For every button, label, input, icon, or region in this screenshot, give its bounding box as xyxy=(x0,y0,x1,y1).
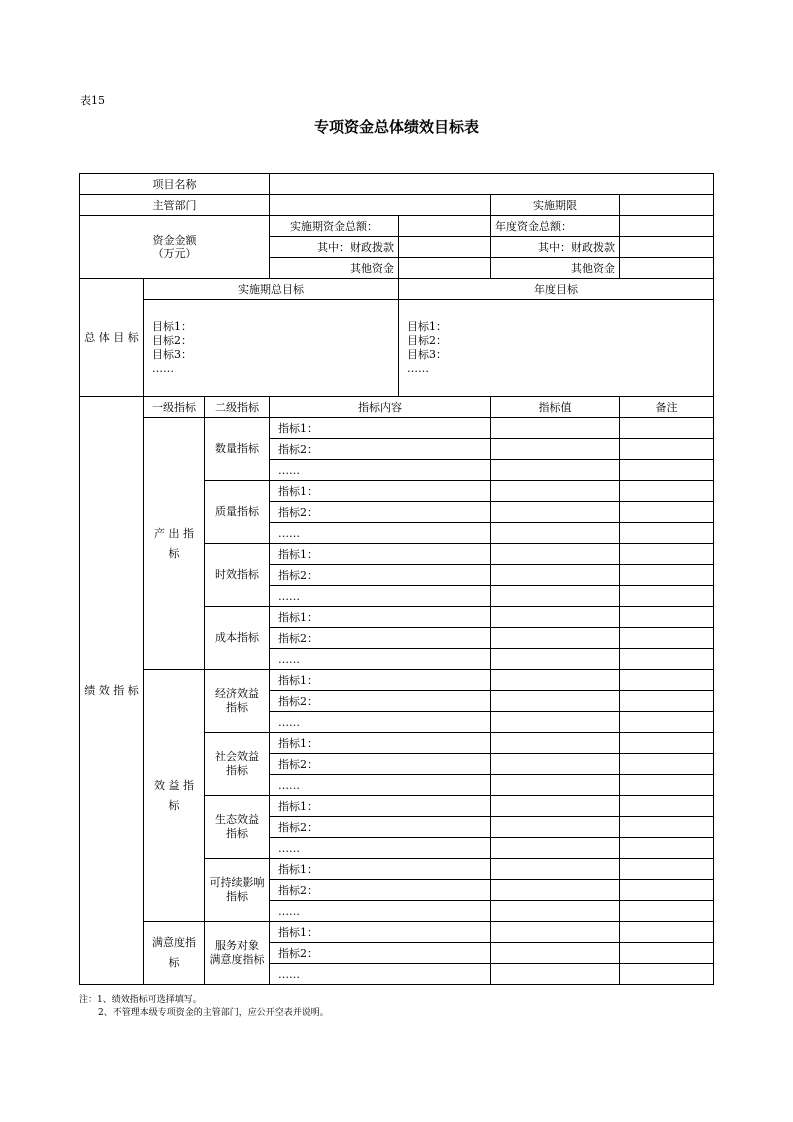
performance-label: 绩 效 指 标 xyxy=(80,397,144,985)
year-total-value[interactable] xyxy=(620,216,714,237)
indicator-value[interactable] xyxy=(491,712,620,733)
year-other-label: 其他资金 xyxy=(491,258,620,279)
indicator-content[interactable]: …… xyxy=(270,586,491,607)
indicator-value[interactable] xyxy=(491,691,620,712)
indicator-content[interactable]: …… xyxy=(270,649,491,670)
table-row xyxy=(80,670,714,691)
year-goal-1: 目标1： xyxy=(407,320,448,333)
col-value: 指标值 xyxy=(491,397,620,418)
indicator-note[interactable] xyxy=(620,964,714,985)
indicator-value[interactable] xyxy=(491,859,620,880)
project-name-value[interactable] xyxy=(270,174,714,195)
indicator-value[interactable] xyxy=(491,922,620,943)
year-goal-header: 年度目标 xyxy=(399,279,714,300)
period-goal-more: …… xyxy=(152,362,174,375)
indicator-value[interactable] xyxy=(491,733,620,754)
indicator-content[interactable]: 指标1： xyxy=(270,544,491,565)
indicator-content[interactable]: …… xyxy=(270,901,491,922)
level2-indicator: 可持续影响 指标 xyxy=(205,859,270,922)
indicator-value[interactable] xyxy=(491,901,620,922)
row-goal-body xyxy=(80,300,714,397)
indicator-note[interactable] xyxy=(620,943,714,964)
year-other-value[interactable] xyxy=(620,258,714,279)
indicator-note[interactable] xyxy=(620,628,714,649)
period-total-value[interactable] xyxy=(399,216,491,237)
indicator-content[interactable]: 指标2： xyxy=(270,439,491,460)
indicator-content[interactable]: …… xyxy=(270,838,491,859)
year-total-label: 年度资金总额： xyxy=(491,216,620,237)
indicator-content[interactable]: 指标1： xyxy=(270,733,491,754)
indicator-note[interactable] xyxy=(620,859,714,880)
indicator-content[interactable]: 指标2： xyxy=(270,754,491,775)
row-fund-1 xyxy=(80,216,714,237)
indicator-value[interactable] xyxy=(491,670,620,691)
indicator-content[interactable]: 指标1： xyxy=(270,670,491,691)
indicator-note[interactable] xyxy=(620,775,714,796)
period-label: 实施期限 xyxy=(491,195,620,216)
indicator-value[interactable] xyxy=(491,523,620,544)
indicator-value[interactable] xyxy=(491,754,620,775)
col-note: 备注 xyxy=(620,397,714,418)
indicator-value[interactable] xyxy=(491,649,620,670)
indicator-content[interactable]: …… xyxy=(270,964,491,985)
col-level1: 一级指标 xyxy=(144,397,205,418)
year-goal-cell[interactable] xyxy=(399,300,714,397)
indicator-note[interactable] xyxy=(620,817,714,838)
indicator-note[interactable] xyxy=(620,439,714,460)
period-goal-1: 目标1： xyxy=(152,320,192,333)
level1-indicator: 效 益 指 标 xyxy=(144,670,205,922)
year-fiscal-label: 其中：财政拨款 xyxy=(491,237,620,258)
row-goal-header xyxy=(80,279,714,300)
indicator-note[interactable] xyxy=(620,481,714,502)
performance-target-table xyxy=(79,173,714,985)
indicator-note[interactable] xyxy=(620,670,714,691)
level2-indicator: 数量指标 xyxy=(205,418,270,481)
year-goal-2: 目标2： xyxy=(407,334,448,347)
fund-amount-label xyxy=(80,216,270,279)
indicator-content[interactable]: 指标2： xyxy=(270,565,491,586)
indicator-value[interactable] xyxy=(491,796,620,817)
period-goal-cell[interactable] xyxy=(144,300,399,397)
note-1: 注：1、绩效指标可选择填写。 xyxy=(79,995,202,1005)
indicator-value[interactable] xyxy=(491,628,620,649)
indicator-value[interactable] xyxy=(491,586,620,607)
period-value[interactable] xyxy=(620,195,714,216)
indicator-content[interactable]: 指标1： xyxy=(270,922,491,943)
indicator-content[interactable]: …… xyxy=(270,460,491,481)
indicator-note[interactable] xyxy=(620,586,714,607)
indicator-value[interactable] xyxy=(491,880,620,901)
table-number: 表15 xyxy=(80,94,105,107)
col-level2: 二级指标 xyxy=(205,397,270,418)
period-other-label: 其他资金 xyxy=(270,258,399,279)
indicator-note[interactable] xyxy=(620,607,714,628)
indicator-note[interactable] xyxy=(620,418,714,439)
indicator-note[interactable] xyxy=(620,649,714,670)
indicator-note[interactable] xyxy=(620,523,714,544)
level2-indicator: 质量指标 xyxy=(205,481,270,544)
note-2: 2、不管理本级专项资金的主管部门，应公开空表并说明。 xyxy=(98,1008,329,1018)
indicator-note[interactable] xyxy=(620,922,714,943)
indicator-content[interactable]: …… xyxy=(270,523,491,544)
indicator-value[interactable] xyxy=(491,460,620,481)
indicator-note[interactable] xyxy=(620,733,714,754)
row-dept xyxy=(80,195,714,216)
project-name-label: 项目名称 xyxy=(80,174,270,195)
dept-label: 主管部门 xyxy=(80,195,270,216)
indicator-content[interactable]: 指标1： xyxy=(270,481,491,502)
year-fiscal-value[interactable] xyxy=(620,237,714,258)
indicator-note[interactable] xyxy=(620,838,714,859)
row-project-name xyxy=(80,174,714,195)
indicator-content[interactable]: 指标1： xyxy=(270,607,491,628)
level2-indicator: 生态效益 指标 xyxy=(205,796,270,859)
fund-amount-text: 资金金额 xyxy=(152,234,197,247)
indicator-value[interactable] xyxy=(491,565,620,586)
indicator-note[interactable] xyxy=(620,502,714,523)
indicator-content[interactable]: 指标1： xyxy=(270,418,491,439)
level2-indicator: 经济效益 指标 xyxy=(205,670,270,733)
indicator-content[interactable]: 指标2： xyxy=(270,817,491,838)
indicator-value[interactable] xyxy=(491,502,620,523)
indicator-content[interactable]: 指标2： xyxy=(270,502,491,523)
period-fiscal-label: 其中：财政拨款 xyxy=(270,237,399,258)
indicator-note[interactable] xyxy=(620,544,714,565)
indicator-value[interactable] xyxy=(491,775,620,796)
period-goal-3: 目标3： xyxy=(152,348,192,361)
indicator-value[interactable] xyxy=(491,481,620,502)
indicator-value[interactable] xyxy=(491,544,620,565)
period-fiscal-value[interactable] xyxy=(399,237,491,258)
indicator-content[interactable]: 指标1： xyxy=(270,796,491,817)
indicator-content[interactable]: 指标2： xyxy=(270,880,491,901)
indicator-value[interactable] xyxy=(491,439,620,460)
indicator-value[interactable] xyxy=(491,418,620,439)
indicator-content[interactable]: 指标2： xyxy=(270,943,491,964)
indicator-content[interactable]: 指标2： xyxy=(270,691,491,712)
indicator-note[interactable] xyxy=(620,712,714,733)
indicator-value[interactable] xyxy=(491,817,620,838)
indicator-note[interactable] xyxy=(620,880,714,901)
indicator-value[interactable] xyxy=(491,838,620,859)
period-total-label: 实施期资金总额： xyxy=(270,216,399,237)
period-goal-header: 实施期总目标 xyxy=(144,279,399,300)
indicator-note[interactable] xyxy=(620,565,714,586)
indicator-note[interactable] xyxy=(620,691,714,712)
indicator-value[interactable] xyxy=(491,943,620,964)
year-goal-more: …… xyxy=(407,362,430,375)
indicator-note[interactable] xyxy=(620,754,714,775)
indicator-note[interactable] xyxy=(620,796,714,817)
overall-goal-label: 总 体 目 标 xyxy=(80,279,144,397)
table-row xyxy=(80,418,714,439)
year-goal-3: 目标3： xyxy=(407,348,448,361)
indicator-note[interactable] xyxy=(620,460,714,481)
period-goal-2: 目标2： xyxy=(152,334,192,347)
fund-unit-text: （万元） xyxy=(152,247,197,260)
dept-value[interactable] xyxy=(270,195,491,216)
indicator-content[interactable]: 指标1： xyxy=(270,859,491,880)
notes xyxy=(79,994,329,1020)
page-title: 专项资金总体绩效目标表 xyxy=(313,118,479,136)
indicator-value[interactable] xyxy=(491,964,620,985)
level1-indicator: 产 出 指 标 xyxy=(144,418,205,670)
indicator-content[interactable]: 指标2： xyxy=(270,628,491,649)
level2-indicator: 时效指标 xyxy=(205,544,270,607)
level2-indicator: 服务对象 满意度指标 xyxy=(205,922,270,985)
period-other-value[interactable] xyxy=(399,258,491,279)
level2-indicator: 成本指标 xyxy=(205,607,270,670)
row-perf-header xyxy=(80,397,714,418)
table-row xyxy=(80,922,714,943)
indicator-content[interactable]: …… xyxy=(270,712,491,733)
col-content: 指标内容 xyxy=(270,397,491,418)
indicator-content[interactable]: …… xyxy=(270,775,491,796)
level1-indicator: 满意度指标 xyxy=(144,922,205,985)
indicator-note[interactable] xyxy=(620,901,714,922)
indicator-value[interactable] xyxy=(491,607,620,628)
level2-indicator: 社会效益 指标 xyxy=(205,733,270,796)
